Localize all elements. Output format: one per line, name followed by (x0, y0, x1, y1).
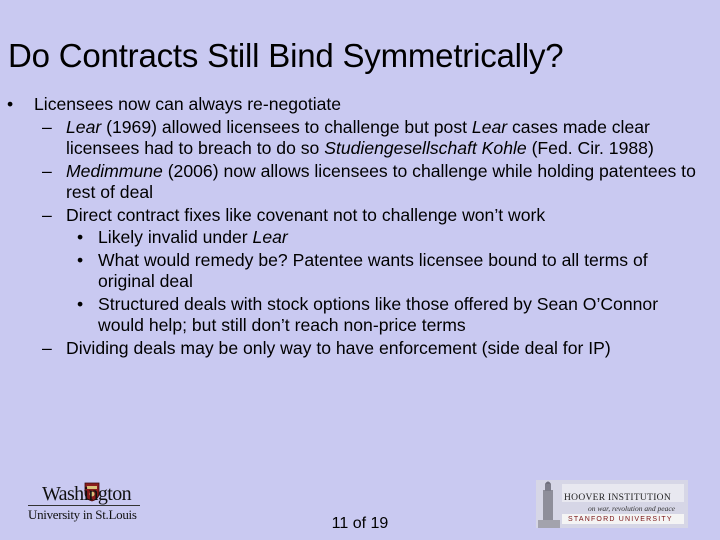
bullet-level2-lear (0, 117, 720, 160)
text-run: (2006) now allows licensees to challenge while holding patentees to rest of deal (66, 160, 696, 202)
dash-marker: – (42, 204, 52, 225)
bullet-level1 (0, 94, 720, 116)
logo-name: Washington (42, 483, 132, 505)
text-run: Likely invalid under (98, 227, 253, 247)
bullet-level3-invalid (0, 227, 720, 249)
bullet-level2-direct-fixes (0, 205, 720, 227)
bullet-marker: • (77, 227, 84, 247)
case-name: Lear (252, 227, 288, 247)
bullet-text: Licensees now can always re-negotiate (34, 94, 342, 114)
text-run: cases made clear licensees had to breach to do so (66, 116, 650, 158)
dash-marker: – (42, 160, 52, 181)
bullet-marker: • (77, 249, 84, 270)
bullet-text: Dividing deals may be only way to have enforcement (side deal for IP) (66, 337, 611, 358)
text-run: (1969) allowed licensees to challenge but post (101, 116, 472, 137)
bullet-text (98, 227, 720, 249)
bullet-marker: • (7, 94, 14, 114)
slide-title: Do Contracts Still Bind Symmetrically? (8, 37, 564, 74)
logo-name: HOOVER INSTITUTION (564, 493, 671, 503)
bullet-level3-structured-deals (0, 294, 720, 337)
case-name: Lear (66, 116, 102, 137)
bullet-level2-dividing-deals (0, 338, 720, 360)
bullet-level2-medimmune (0, 161, 720, 204)
case-name: Medimmune (66, 160, 163, 181)
text-run: (Fed. Cir. 1988) (526, 138, 654, 158)
slide-body (0, 94, 720, 359)
logo-university: STANFORD UNIVERSITY (568, 516, 673, 523)
dash-marker: – (42, 337, 52, 358)
bullet-level3-remedy (0, 250, 720, 293)
bullet-text: What would remedy be? Patentee wants licensee bound to all terms of original deal (98, 249, 648, 291)
bullet-text: Structured deals with stock options like those offered by Sean O’Connor would help; but still don’t reach non-price terms (98, 293, 659, 335)
dash-marker: – (42, 116, 52, 137)
bullet-text: Direct contract fixes like covenant not to challenge won’t work (66, 204, 546, 225)
page-number: 11 of 19 (331, 515, 389, 532)
bullet-text (66, 117, 720, 160)
logo-divider (28, 505, 140, 506)
logo-subtitle: on war, revolution and peace (588, 504, 676, 513)
bullet-text (66, 161, 720, 204)
case-name: Studiengesellschaft Kohle (324, 138, 527, 158)
logo-subtitle: University in St.Louis (28, 507, 137, 522)
bullet-marker: • (77, 293, 84, 314)
case-name: Lear (471, 116, 508, 137)
